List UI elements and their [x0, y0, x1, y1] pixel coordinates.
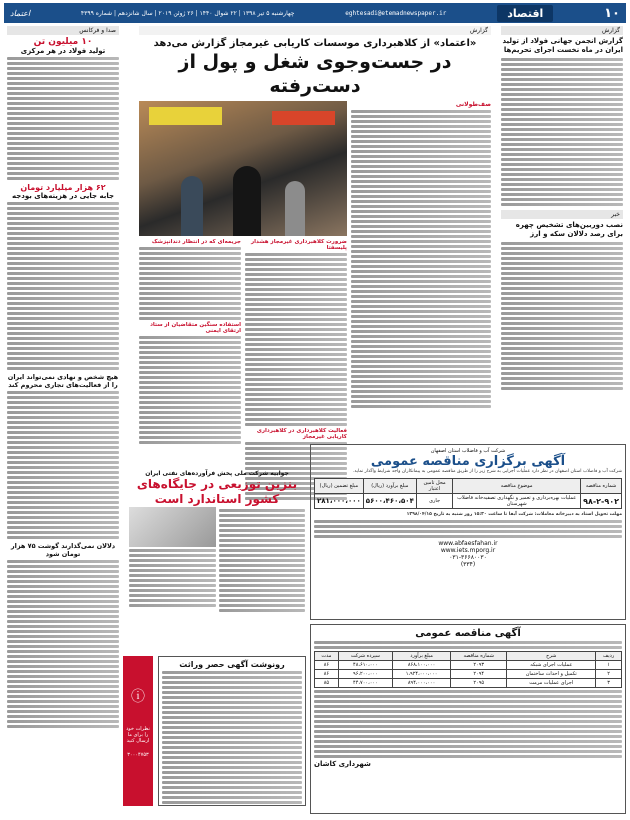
main-article — [136, 26, 494, 466]
ad3-title: رونوشت آگهی حصر وراثت — [179, 660, 285, 669]
ad1-phone: ۰۳۱-۳۶۶۸۰۰۳۰ — [449, 554, 487, 561]
article-body — [501, 58, 623, 206]
ad1-deadline: مهلت تحویل اسناد به دبیرخانه معاملات: شرکت آبفا تا ساعت ۱۵:۳۰ روز شنبه به تاریخ ۱۳۹۸/۰۴/۱۵ — [406, 512, 622, 517]
main-image-block — [139, 101, 347, 502]
ad1-col-estimate: مبلغ برآورد (ریال) — [363, 479, 416, 494]
headline-steel: گزارش انجمن جهانی فولاد از تولید ایران در ماه نخست اجرای تحریم‌ها — [502, 37, 623, 54]
ad1-col-subject: موضوع مناقصه — [453, 479, 581, 494]
right-column — [498, 26, 626, 466]
subhead-queue: صف‌طولانی — [455, 101, 491, 108]
main-headline: در جست‌وجوی شغل و پول از دست‌رفته — [178, 51, 452, 97]
dateline: چهارشنبه ۵ تیر ۱۳۹۸ | ۲۲ شوال ۱۴۴۰ | ۲۶ ژوئن ۲۰۱۹ | سال شانزدهم | شماره ۴۳۹۹ — [80, 9, 295, 17]
ad1-table — [314, 478, 622, 509]
table-row: ۹۸-۲-۹۰۲ عملیات بهره‌برداری و تعمیر و نگهداری تصفیه‌خانه فاضلاب شهرستان جاری ۵۶۰۰،۴۶۰،۵۰۴ ۲۸۱،۰۰۰،۰۰۰ — [315, 494, 622, 509]
sms-number: ۳۰۰۰۴۷۵۳ — [127, 752, 149, 758]
table-row: ۲ تکمیل و احداث ساختمان ۲۰۹۴ ۱،۹۲۴،۰۰۰،۰۰۰ ۹۶،۲۰۰،۰۰۰ ۸۶ — [315, 670, 622, 679]
ad1-website-2[interactable]: www.iets.mporg.ir — [440, 547, 496, 554]
ad2-title: آگهی مناقصه عمومی — [415, 628, 521, 639]
headline-iran-sub: را از فعالیت‌های تجاری محروم کند — [8, 381, 118, 389]
document-image — [129, 507, 216, 547]
table-row: ۳ اجرای عملیات مرمت ۲۰۹۵ ۸۹۴،۰۰۰،۰۰۰ ۴۴،۷۰۰،۰۰۰ ۸۵ — [315, 679, 622, 688]
ad1-title: آگهی برگزاری مناقصه عمومی — [370, 454, 566, 469]
main-kicker: «اعتماد» از کلاهبرداری موسسات کاریابی غیرمجاز گزارش می‌دهد — [153, 38, 477, 49]
ad2-footer: شهرداری کاشان — [314, 760, 371, 768]
headline-10m: ۱۰ میلیون تن — [33, 37, 93, 47]
tender-ad-2 — [310, 624, 626, 814]
feedback-banner — [123, 656, 153, 806]
left-column — [4, 26, 122, 816]
left-body-4 — [7, 560, 119, 728]
main-text-right — [351, 101, 491, 502]
page-header — [4, 3, 626, 23]
subhead-police: ضرورت کلاهبرداری غیرمجاز هشدار پلیسفتا — [250, 239, 347, 251]
info-icon: ⓘ — [131, 689, 145, 705]
headline-62k: ۶۲ هزار میلیارد تومان — [20, 183, 106, 192]
report-tag: گزارش — [139, 26, 491, 35]
section-tag: گزارش — [501, 26, 623, 35]
left-body-1 — [7, 57, 119, 180]
left-body-3 — [7, 391, 119, 539]
left-tag: صدا و فرکانس — [7, 26, 119, 35]
left-body-2 — [7, 202, 119, 370]
section-tag-news: خبر — [501, 210, 623, 219]
ad1-website[interactable]: www.abfaesfahan.ir — [438, 540, 498, 547]
ad2-table: ردیف شرح شماره مناقصه مبلغ برآورد سپرده شرکت مدت ۱ عملیات اجرای شبکه ۲۰۹۳ ۸۶۸،۱۰۰،۰۰۰ ۴۸،۶۱۰،۰۰۰ ۸۶ ۲ تکمیل و احداث ساختمان ۲۰۹۴ ۱،۹۲۴،۰۰۰،۰۰۰ ۹۶،۲۰۰،۰۰۰ ۸۶ ۳ اجرای عملیات مرمت ۲۰۹۵ ۸۹۴،۰۰۰،۰۰۰ ۴۴،۷۰۰،۰۰۰ ۸۵ — [314, 651, 622, 688]
headline-cameras: نصب دوربین‌های تشخیص چهره برای رصد دلالان سکه و ارز — [515, 221, 623, 238]
headline-meat: دلالان نمی‌گذارند گوشت ۷۵ هزار تومان شود — [10, 542, 116, 558]
headline-iran: هیچ شخص و نهادی نمی‌تواند ایران — [7, 373, 119, 381]
table-row: ۱ عملیات اجرای شبکه ۲۰۹۳ ۸۶۸،۱۰۰،۰۰۰ ۴۸،۶۱۰،۰۰۰ ۸۶ — [315, 661, 622, 670]
article-body-2 — [501, 242, 623, 390]
ad1-org: شرکت آب و فاضلاب استان اصفهان — [430, 448, 506, 454]
headline-62k-sub: جابه جایی در هزینه‌های بودجه — [11, 192, 115, 200]
subhead-safety: استفاده سنگین متقاضیان از ستاد ارتقای ایمنی — [150, 322, 241, 334]
ad1-intro: شرکت آب و فاضلاب استان اصفهان در نظر دارد عملیات اجرایی به شرح زیر را از طریق مناقصه عمومی به پیمانکاران واجد شرایط واگذار نماید. — [352, 469, 622, 474]
inheritance-ad — [158, 656, 306, 806]
feedback-text: نظرات خود را برای ما ارسال کنید — [126, 726, 150, 744]
headline-10m-sub: تولید فولاد در هر مرکزی — [20, 47, 106, 55]
ad1-col-funding: محل تامین اعتبار — [416, 479, 452, 494]
gasoline-kicker: جوابیه شرکت ملی پخش فرآورده‌های نفتی ایران — [145, 470, 289, 477]
ad1-col-number: شماره مناقصه — [581, 479, 622, 494]
ad1-code: (۳۳۴) — [460, 561, 476, 568]
gasoline-article — [126, 470, 308, 650]
tender-ad-1 — [310, 444, 626, 620]
gasoline-headline: بنزین توزیعی در جایگاه‌های کشور استاندارد است — [136, 477, 298, 506]
subhead-fine: جریمه‌ای که در انتظار دندانپزشک — [151, 239, 241, 245]
page-number: ۱۰ — [604, 5, 620, 21]
ad1-col-guarantee: مبلغ تضمین (ریال) — [315, 479, 364, 494]
section-title: اقتصاد — [497, 5, 553, 22]
section-email[interactable]: eghtesadi@etemadnewspaper.ir — [345, 9, 447, 17]
subhead-fraud: فعالیت کلاهبرداری در کلاهبرداری کاریابی غیرمجاز — [256, 428, 347, 440]
newspaper-logo: اعتماد — [10, 8, 31, 18]
street-photo — [139, 101, 347, 236]
